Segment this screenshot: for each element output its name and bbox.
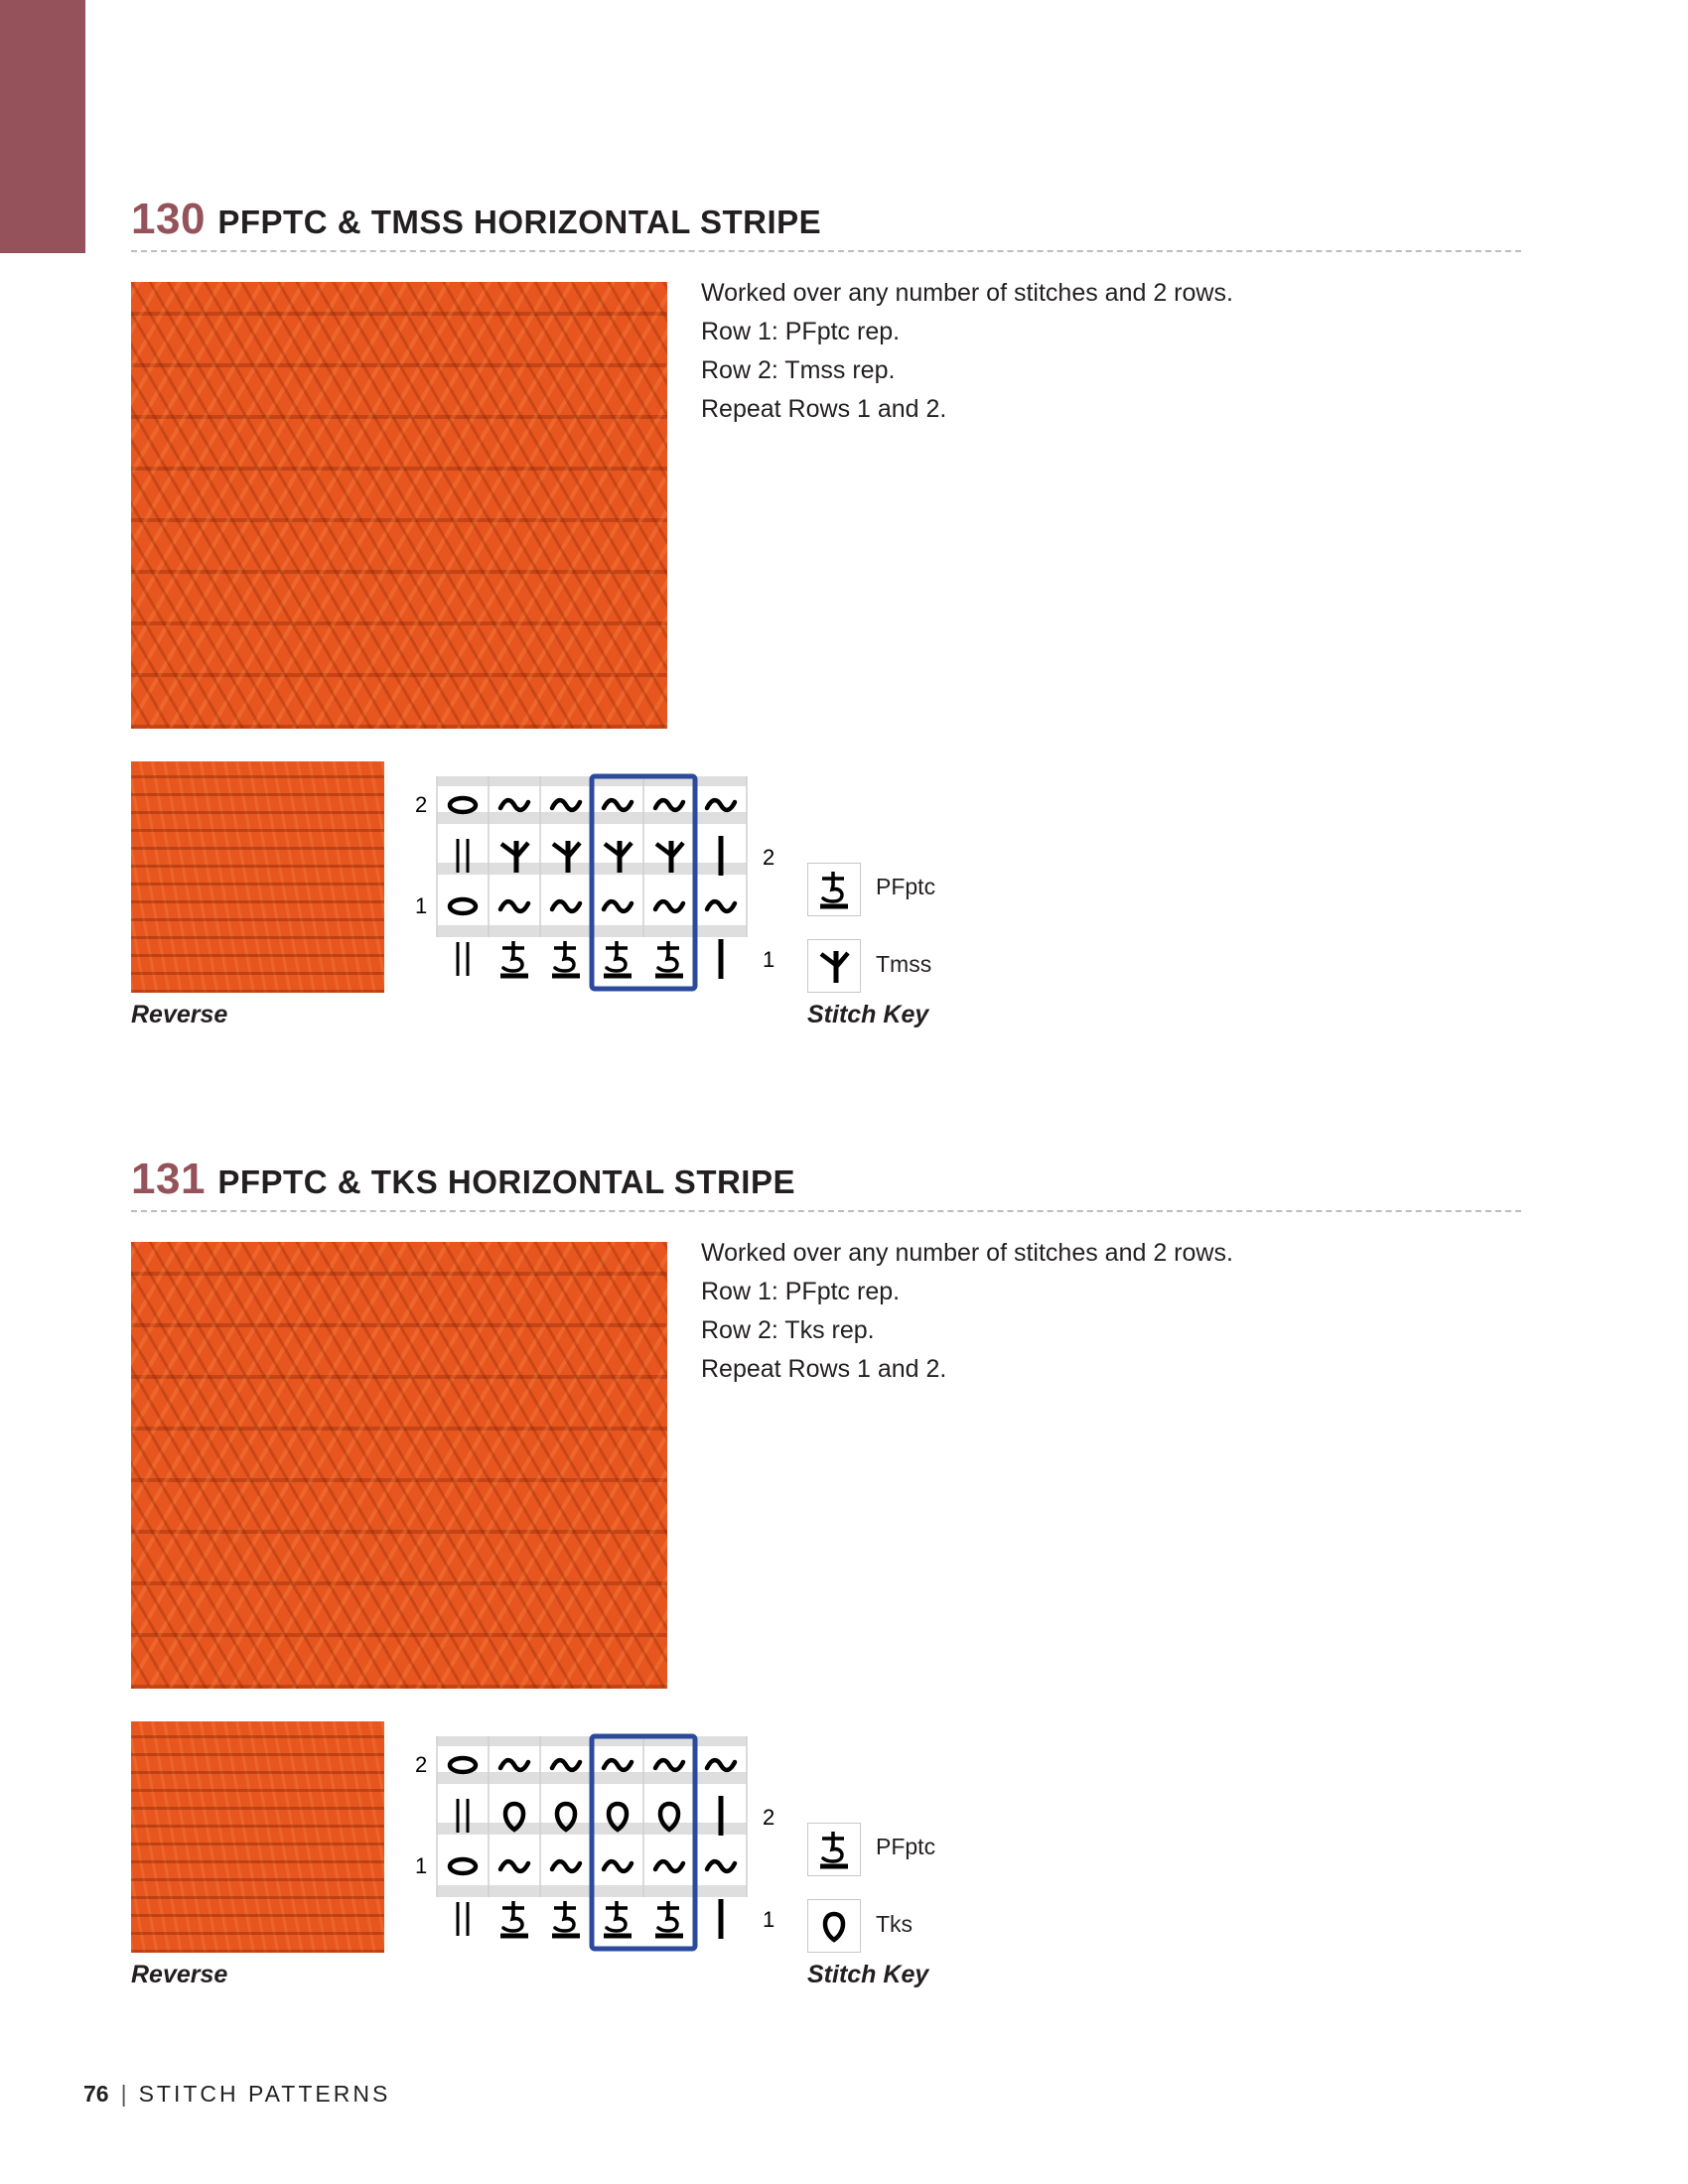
pattern-number: 131	[131, 1155, 206, 1203]
row-label: 2	[415, 1752, 428, 1777]
reverse-swatch-photo	[131, 761, 384, 993]
chart-symbol	[458, 1902, 468, 1936]
instruction-line: Repeat Rows 1 and 2.	[701, 1355, 947, 1383]
instruction-line: Row 1: PFptc rep.	[701, 318, 901, 345]
chart-symbol	[552, 941, 580, 976]
swatch-photo	[131, 1242, 667, 1689]
stitch-chart	[387, 751, 784, 999]
chart-symbol	[604, 941, 632, 976]
stitch-key-label: Tmss	[876, 951, 932, 977]
row-label: 1	[415, 1853, 428, 1878]
page-footer	[83, 2081, 390, 2108]
row-label: 1	[415, 893, 428, 918]
stitch-key-label: PFptc	[876, 1834, 936, 1859]
instruction-line: Row 2: Tks rep.	[701, 1316, 875, 1344]
row-label: 1	[763, 947, 775, 972]
row-label: 2	[763, 1805, 775, 1830]
stitch-key-caption: Stitch Key	[807, 1961, 929, 1988]
pattern-title: PFPTC & TMSS HORIZONTAL STRIPE	[217, 204, 822, 240]
instruction-line: Repeat Rows 1 and 2.	[701, 395, 947, 423]
stitch-key-label: Tks	[876, 1911, 914, 1937]
chart-symbol	[604, 1901, 632, 1936]
pattern-heading	[131, 1155, 795, 1214]
chart-symbol	[500, 941, 528, 976]
stitch-key-swatch	[807, 863, 861, 916]
page-number: 76	[83, 2081, 109, 2107]
stitch-key-label: PFptc	[876, 874, 936, 899]
row-label: 1	[763, 1907, 775, 1932]
footer-section-title: STITCH PATTERNS	[138, 2081, 391, 2107]
stitch-pattern-130	[0, 195, 1688, 1028]
stitch-pattern-131	[0, 1155, 1688, 1988]
pattern-instructions	[701, 274, 1233, 429]
instruction-line: Row 1: PFptc rep.	[701, 1278, 901, 1305]
dashed-divider	[131, 250, 1521, 252]
stitch-chart	[387, 1710, 784, 1959]
stitch-key-swatch	[807, 939, 861, 993]
swatch-photo	[131, 282, 667, 729]
chart-symbol	[655, 941, 683, 976]
instruction-line: Worked over any number of stitches and 2 rows.	[701, 279, 1233, 307]
pfptc-symbol-icon	[808, 1824, 860, 1875]
stitch-key-swatch	[807, 1823, 861, 1876]
pfptc-symbol-icon	[808, 864, 860, 915]
stitch-key-swatch	[807, 1899, 861, 1953]
chart-symbol	[458, 942, 468, 976]
tmss-symbol-icon	[808, 940, 860, 992]
chart-symbol	[655, 1901, 683, 1936]
footer-separator: |	[120, 2081, 127, 2107]
stitch-key-caption: Stitch Key	[807, 1001, 929, 1028]
instruction-line: Row 2: Tmss rep.	[701, 356, 896, 384]
reverse-caption: Reverse	[131, 1961, 228, 1988]
dashed-divider	[131, 1210, 1521, 1212]
row-label: 2	[415, 792, 428, 817]
row-label: 2	[763, 845, 775, 870]
reverse-swatch-photo	[131, 1721, 384, 1953]
reverse-caption: Reverse	[131, 1001, 228, 1028]
instruction-line: Worked over any number of stitches and 2 rows.	[701, 1239, 1233, 1267]
pattern-number: 130	[131, 195, 206, 243]
pattern-heading	[131, 195, 821, 254]
pattern-instructions	[701, 1234, 1233, 1389]
chart-symbol	[500, 1901, 528, 1936]
chart-symbol	[552, 1901, 580, 1936]
pattern-title: PFPTC & TKS HORIZONTAL STRIPE	[217, 1163, 795, 1200]
tks-symbol-icon	[808, 1900, 860, 1952]
